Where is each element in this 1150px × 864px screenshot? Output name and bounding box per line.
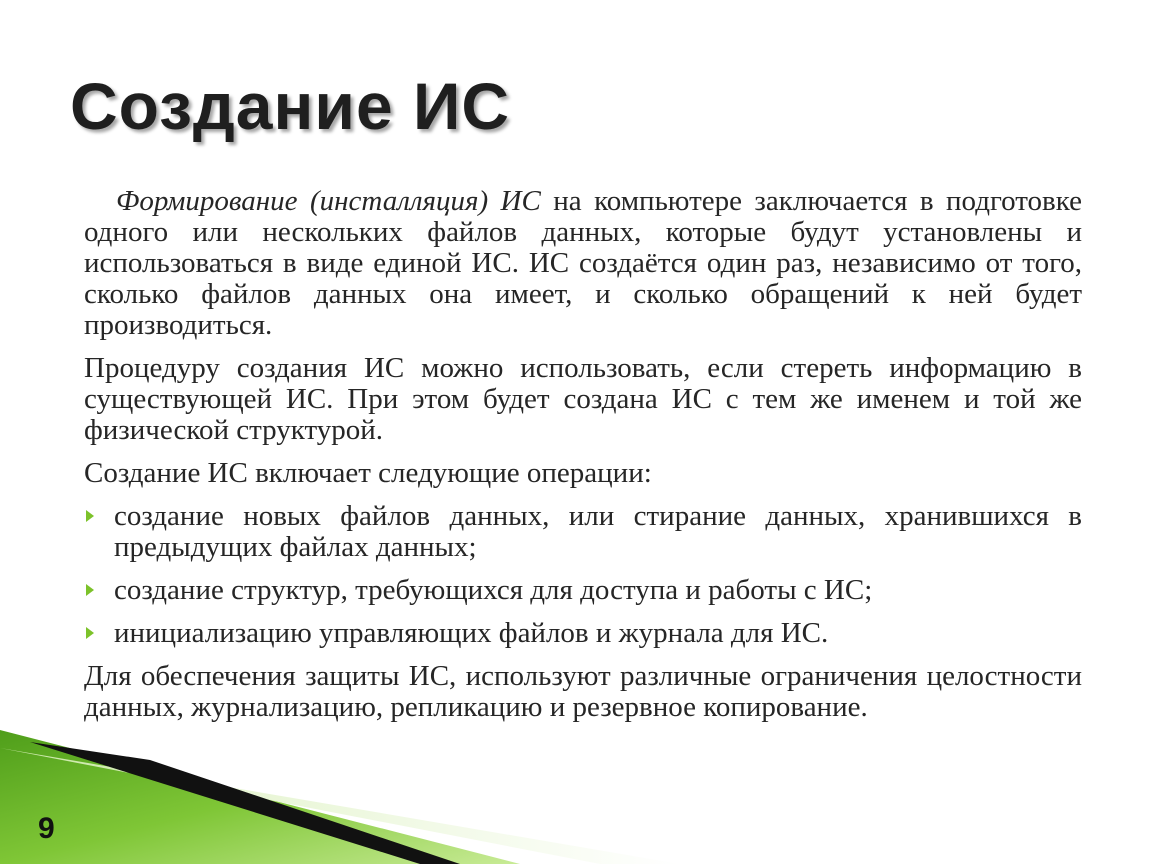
bullet-arrow-icon — [86, 584, 94, 596]
paragraph-operations-intro: Создание ИС включает следующие операции: — [84, 457, 652, 489]
paragraph-formation-italic: Формирование (инсталляция) ИС — [116, 185, 541, 217]
bullet-item — [84, 618, 1082, 649]
slide-title: Создание ИС — [70, 69, 511, 143]
paragraph-formation — [84, 186, 1082, 341]
bullet-text: инициализацию управляющих файлов и журнала для ИС. — [114, 617, 829, 649]
bullet-arrow-icon — [86, 627, 94, 639]
bullet-item — [84, 501, 1082, 563]
paragraph-procedure: Процедуру создания ИС можно использовать, если стереть информацию в существующей ИС. При этом будет создана ИС с тем же именем и той же физической структурой. — [84, 352, 1082, 446]
bullet-item — [84, 575, 1082, 606]
bullet-text: создание структур, требующихся для доступа и работы с ИС; — [114, 574, 873, 606]
bullet-arrow-icon — [86, 510, 94, 522]
bullet-text: создание новых файлов данных, или стирание данных, хранившихся в предыдущих файлах данных; — [114, 500, 1082, 563]
paragraph-formation-text: на компьютере заключается в подготовке одного или нескольких файлов данных, которые будут установлены и использоваться в виде единой ИС. ИС создаётся один раз, независимо от того, сколько файлов данных она имеет, и сколько обращений к ней будет производиться. — [84, 185, 1082, 341]
page-number: 9 — [38, 812, 55, 845]
slide-body — [84, 186, 1082, 735]
paragraph-protection: Для обеспечения защиты ИС, используют различные ограничения целостности данных, журнализацию, репликацию и резервное копирование. — [84, 660, 1082, 723]
